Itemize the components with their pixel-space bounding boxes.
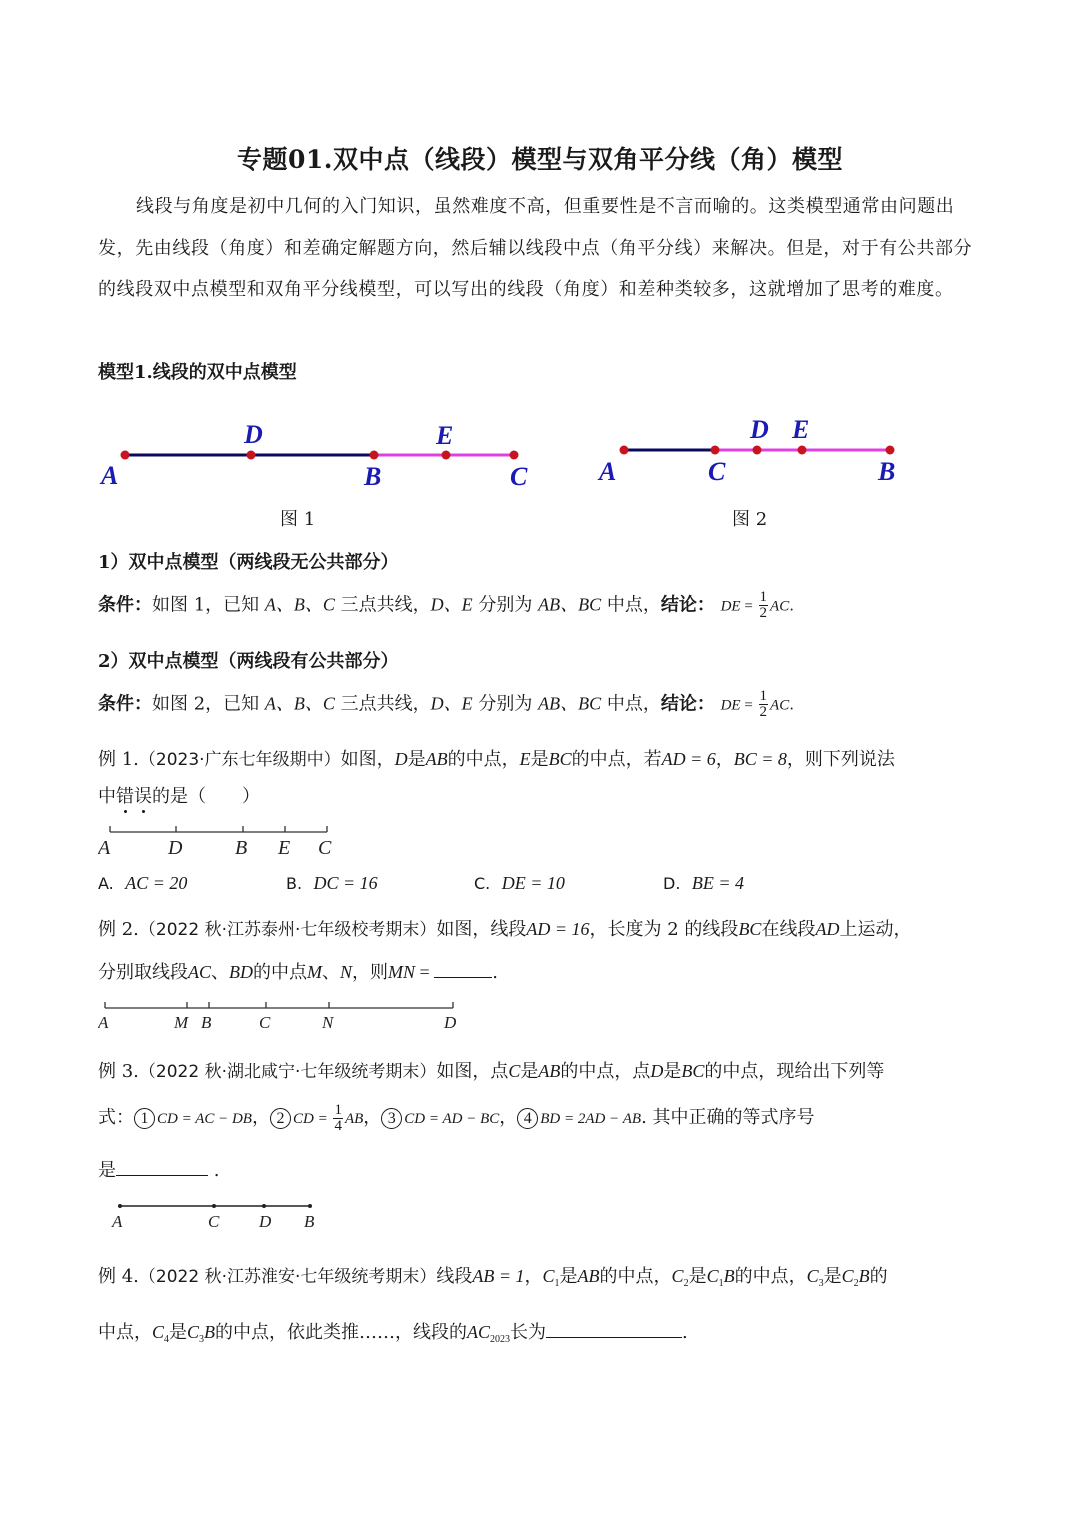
example-1-line-2: 中错误的是（ ） xyxy=(98,786,260,807)
example-1-figure xyxy=(98,822,338,860)
example-2-line-2: 分别取线段AC、BD的中点M、N，则MN = . xyxy=(98,962,498,983)
condition-label: 条件： xyxy=(98,594,152,616)
case-1-heading: 1）双中点模型（两线段无公共部分） xyxy=(98,552,399,573)
svg-text:M: M xyxy=(174,1013,189,1032)
option-a[interactable]: A. AC = 20 xyxy=(98,873,188,893)
svg-text:B: B xyxy=(364,462,382,491)
svg-text:D: D xyxy=(259,1212,272,1231)
case-2-condition: 条件：如图 2，已知 A、B、C 三点共线，D、E 分别为 AB、BC 中点，结论： DE = $\frac{1}{2}$ AC. xyxy=(98,688,794,720)
svg-text:A: A xyxy=(101,461,119,490)
circled-number-1: 1 xyxy=(134,1108,155,1129)
fraction-one-half: $\frac{1}{2}$ xyxy=(759,589,768,621)
figure-2 xyxy=(590,410,920,500)
example-3-line-1: 例 3.（2022 秋·湖北咸宁·七年级统考期末）如图，点C是AB的中点，点D是BC的中点，现给出下列等 xyxy=(98,1061,885,1082)
conclusion-label: 结论： xyxy=(660,693,715,715)
svg-text:D: D xyxy=(168,837,183,859)
section-heading-model-1: 模型1.线段的双中点模型 xyxy=(98,362,297,383)
svg-text:D: D xyxy=(244,420,263,449)
svg-text:D: D xyxy=(750,415,769,444)
option-c[interactable]: C. DE = 10 xyxy=(474,873,565,893)
example-4-line-1: 例 4.（2022 秋·江苏淮安·七年级统考期末）线段AB = 1，$C_1$是AB的中点，$C_2$是$C_1B$的中点，$C_3$是$C_2B$的 xyxy=(98,1266,888,1289)
figure-2-caption: 图 2 xyxy=(732,509,768,530)
svg-text:B: B xyxy=(878,457,896,486)
option-b[interactable]: B. DC = 16 xyxy=(286,873,378,893)
svg-text:N: N xyxy=(322,1013,334,1032)
svg-text:E: E xyxy=(436,421,454,450)
example-1-line-1: 例 1.（2023·广东七年级期中）如图，D是AB的中点，E是BC的中点，若AD = 6，BC = 8，则下列说法 xyxy=(98,749,895,770)
fraction-one-half: $\frac{1}{2}$ xyxy=(759,688,768,720)
example-3-line-2: 式： 1 CD = AC − DB， 2 CD = $\frac{1}{4}$ AB， 3 CD = AD − BC， 4 BD = 2AD − AB. 其中正确的等式序号 xyxy=(98,1101,815,1134)
svg-text:B: B xyxy=(304,1212,315,1231)
answer-blank[interactable] xyxy=(116,1159,208,1176)
svg-text:E: E xyxy=(278,837,291,859)
figure-1-caption: 图 1 xyxy=(280,509,316,530)
conclusion-label: 结论： xyxy=(660,594,715,616)
circled-number-3: 3 xyxy=(381,1108,402,1129)
svg-text:E: E xyxy=(792,415,810,444)
condition-label: 条件： xyxy=(98,693,152,715)
figure-2-diagram xyxy=(590,410,920,500)
svg-text:C: C xyxy=(259,1013,271,1032)
case-1-condition: 条件：如图 1，已知 A、B、C 三点共线，D、E 分别为 AB、BC 中点，结论： DE = $\frac{1}{2}$ AC. xyxy=(98,589,794,621)
example-2-figure xyxy=(98,1000,468,1034)
intro-paragraph: 线段与角度是初中几何的入门知识，虽然难度不高，但重要性是不言而喻的。这类模型通常由问题出发，先由线段（角度）和差确定解题方向，然后辅以线段中点（角平分线）来解决。但是，对于有公共部分的线段双中点模型和双角平分线模型，可以写出的线段（角度）和差种类较多，这就增加了思考的难度。 xyxy=(98,196,973,300)
example-3-line-3: 是 . xyxy=(98,1160,220,1181)
svg-text:C: C xyxy=(318,837,332,859)
svg-text:A: A xyxy=(112,1212,123,1231)
svg-text:D: D xyxy=(444,1013,457,1032)
svg-text:C: C xyxy=(708,457,726,486)
case-2-heading: 2）双中点模型（两线段有公共部分） xyxy=(98,651,399,672)
option-d[interactable]: D. BE = 4 xyxy=(663,873,744,893)
svg-text:A: A xyxy=(599,457,617,486)
fraction-one-quarter: $\frac{1}{4}$ xyxy=(334,1101,342,1134)
svg-text:B: B xyxy=(235,837,248,859)
answer-blank[interactable] xyxy=(434,961,492,978)
svg-text:C: C xyxy=(208,1212,220,1231)
svg-text:A: A xyxy=(98,837,111,859)
figure-1-diagram xyxy=(98,412,538,502)
figure-1 xyxy=(98,412,538,502)
svg-text:C: C xyxy=(510,462,528,491)
svg-text:A: A xyxy=(98,1013,109,1032)
example-3-figure xyxy=(108,1198,328,1232)
svg-text:B: B xyxy=(201,1013,212,1032)
example-2-line-1: 例 2.（2022 秋·江苏泰州·七年级校考期末）如图，线段AD = 16，长度为 2 的线段BC在线段AD上运动， xyxy=(98,919,912,940)
circled-number-2: 2 xyxy=(270,1108,291,1129)
example-4-line-2: 中点，$C_4$是$C_3B$的中点，依此类推……，线段的$AC_{2023}$长为 . xyxy=(98,1322,688,1345)
answer-blank[interactable] xyxy=(546,1321,682,1338)
circled-number-4: 4 xyxy=(517,1108,538,1129)
document-title: 专题01.双中点（线段）模型与双角平分线（角）模型 xyxy=(237,145,843,174)
